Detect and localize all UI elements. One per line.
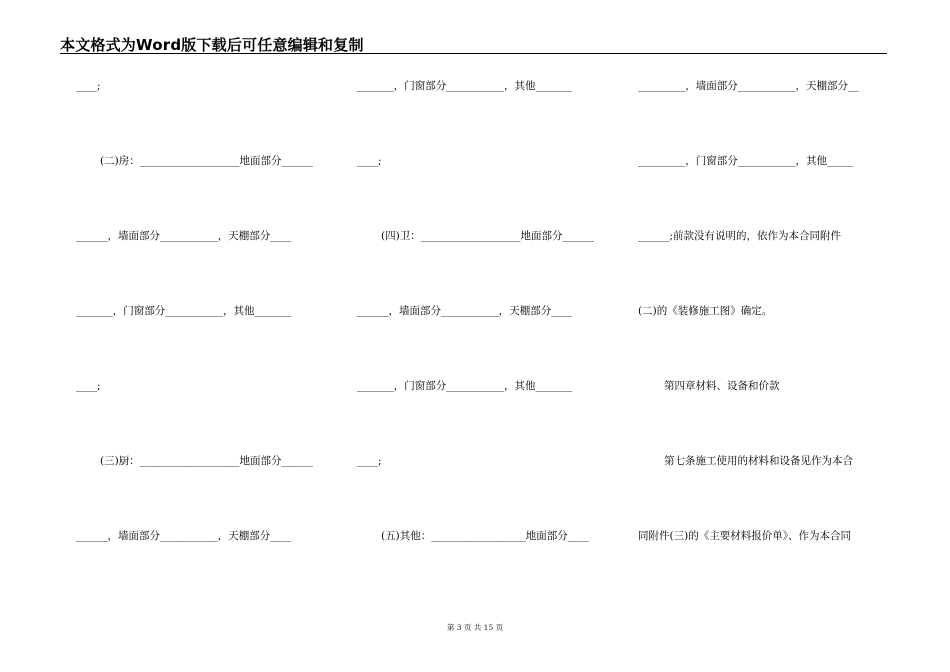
text-line: (四)卫：___________________地面部分______ [381,230,594,242]
text-line: ____; [357,455,382,467]
text-line: _______，门窗部分___________，其他_______ [76,305,292,317]
document-header-title: 本文格式为Word版下载后可任意编辑和复制 [60,36,364,54]
text-line: ____; [76,380,101,392]
text-line: 同附件(三)的《主要材料报价单》、作为本合同 [638,530,851,542]
text-line: ______;前款没有说明的，依作为本合同附件 [638,230,842,242]
text-line: _________，门窗部分___________，其他_____ [638,155,854,167]
text-line: ______，墙面部分___________，天棚部分____ [76,530,292,542]
header-divider [60,53,887,54]
text-line: (三)厨：___________________地面部分______ [100,455,313,467]
text-line: ______，墙面部分___________，天棚部分____ [357,305,573,317]
text-line: (二)的《装修施工图》确定。 [638,305,773,317]
text-line: ____; [76,80,101,92]
page-number: 第 3 页 共 15 页 [446,623,504,632]
chapter-heading: 第四章材料、设备和价款 [664,380,780,392]
text-line: _______，门窗部分___________，其他_______ [357,80,573,92]
text-line: (五)其他：__________________地面部分____ [381,530,589,542]
text-line: ______，墙面部分___________，天棚部分____ [76,230,292,242]
text-line: ____; [357,155,382,167]
text-line: _________，墙面部分___________，天棚部分__ [638,80,859,92]
text-line: (二)房：___________________地面部分______ [100,155,313,167]
text-line: 第七条施工使用的材料和设备见作为本合 [664,455,853,467]
text-line: _______，门窗部分___________，其他_______ [357,380,573,392]
